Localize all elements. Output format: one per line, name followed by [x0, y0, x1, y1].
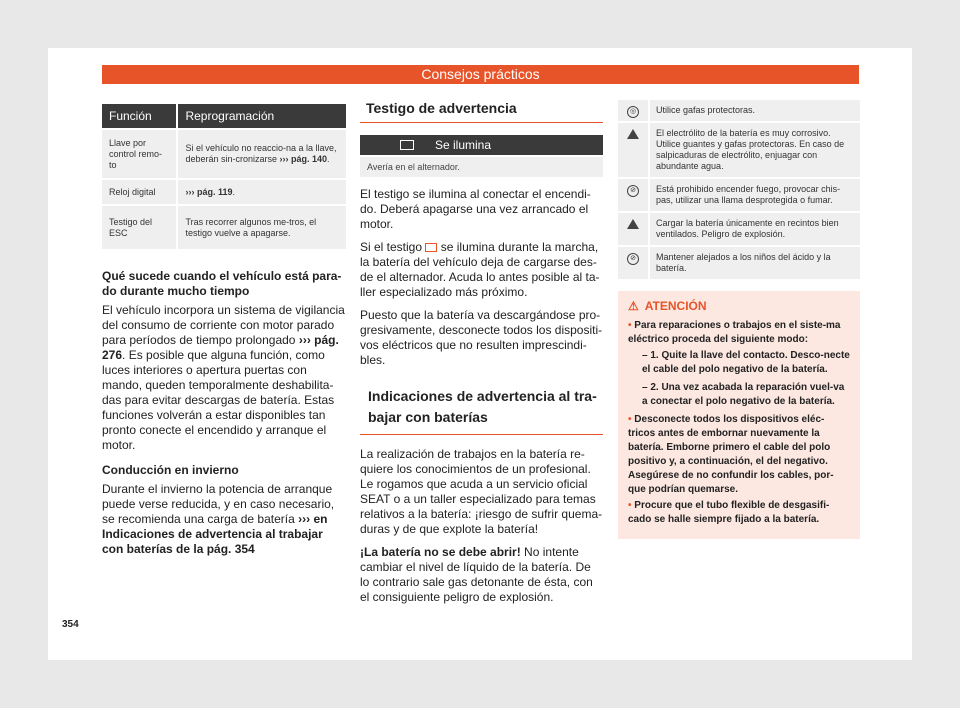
warning-item: • Para reparaciones o trabajos en el siste-ma eléctrico proceda del siguiente modo: [628, 320, 841, 345]
paragraph: El vehículo incorpora un sistema de vigilancia del consumo de corriente con motor parado para períodos de tiempo prolongado ››› pág. 276. Es posible que alguna función, como luces interiores o apertura puertas con mando, queden temporalmente deshabilita-das para evitar descargas de batería. Estas funciones volverán a estar disponibles tan pronto conecte el encendido y arranque el motor. [102, 303, 345, 452]
paragraph: ¡La batería no se debe abrir! No intente cambiar el nivel de líquido de la batería. De lo contrario sale gas detonante de ésta, con el consiguiente peligro de explosión. [360, 545, 593, 604]
page-number: 354 [62, 619, 79, 630]
paragraph: Si el testigo se ilumina durante la marcha, la batería del vehículo deja de cargarse des-de el alternador. Acuda lo antes posible al ta-ller especializado más próximo. [360, 240, 600, 299]
symbol-row: ◎ Utilice gafas protectoras. [618, 100, 860, 121]
warning-icon: ⚠ [628, 299, 639, 313]
paragraph: La realización de trabajos en la batería re-quiere los conocimientos de un profesional. Le rogamos que acuda a un servicio oficial SEAT o a un taller especializado para temas relativos a la batería: ¡riesgo de sufrir quema-duras y de que explote la batería! [360, 447, 603, 536]
goggles-icon: ◎ [627, 106, 639, 118]
symbol-row: ⊘ Está prohibido encender fuego, provocar chis-pas, utilizar una llama desprotegida o fumar. [618, 179, 860, 211]
battery-icon [425, 243, 437, 252]
warning-title: ⚠ ATENCIÓN [628, 299, 707, 313]
right-column [618, 100, 860, 539]
table-header: Reprogramación [177, 104, 346, 129]
symbol-row: El electrólito de la batería es muy corrosivo. Utilice guantes y gafas protectoras. En caso de salpicaduras de electrólito, enjuagar con abundante agua. [618, 123, 860, 177]
symbol-row: ⊘ Mantener alejados a los niños del ácido y la batería. [618, 247, 860, 279]
corrosive-icon [627, 129, 639, 139]
table-row [102, 205, 346, 249]
table-row [102, 129, 346, 179]
page-link[interactable]: ››› pág. 276 [102, 333, 339, 362]
section-heading: Indicaciones de advertencia al tra-bajar con baterías [360, 386, 603, 435]
paragraph: Puesto que la batería va descargándose pro-gresivamente, desconecte todos los dispositi-vos eléctricos que no resulten imprescindi-bles. [360, 308, 603, 367]
warning-item: • Desconecte todos los dispositivos eléc-tricos antes de embornar nuevamente la batería. Emborne primero el cable del polo positivo y, a continuación, el del negativo. Asegúrese de no confundir los cables, por-que podrían quemarse. [628, 414, 834, 495]
explosion-icon [627, 219, 639, 229]
table-cell: Testigo del ESC [102, 205, 177, 249]
table-cell: Si el vehículo no reaccio-na a la llave, deberán sin-cronizarse ››› pág. 140. [177, 129, 346, 179]
keep-children-away-icon: ⊘ [627, 253, 639, 265]
table-cell: Llave por control remo-to [102, 129, 177, 179]
battery-icon [400, 140, 414, 150]
heading-long-parking: Qué sucede cuando el vehículo está para-do durante mucho tiempo [102, 269, 342, 298]
page-link[interactable]: ››› en Indicaciones de advertencia al trabajar con baterías de la pág. 354 [102, 512, 328, 556]
page-title: Testigo de advertencia [360, 96, 603, 123]
lit-box-header [360, 135, 603, 155]
page-link[interactable]: ››› pág. 140 [279, 154, 328, 164]
lit-label: Se ilumina [435, 138, 492, 152]
no-fire-icon: ⊘ [627, 185, 639, 197]
middle-column [360, 96, 603, 611]
table-row [102, 179, 346, 205]
lit-box-body: Avería en el alternador. [360, 157, 603, 177]
symbol-row: Cargar la batería únicamente en recintos bien ventilados. Peligro de explosión. [618, 213, 860, 245]
warning-item: • Procure que el tubo flexible de desgasifi-cado se halle siempre fijado a la batería. [628, 500, 830, 525]
table-cell: Reloj digital [102, 179, 177, 205]
reprogramming-table [102, 104, 346, 249]
heading-winter: Conducción en invierno [102, 463, 239, 477]
table-cell: Tras recorrer algunos me-tros, el testigo vuelve a apagarse. [177, 205, 346, 249]
paragraph: Durante el invierno la potencia de arranque puede verse reducida, y en caso necesario, se recomienda una carga de batería ››› en Indicaciones de advertencia al trabajar con baterías de la pág. 354 [102, 482, 335, 556]
section-header: Consejos prácticos [102, 65, 859, 84]
page-link[interactable]: ››› pág. 119 [185, 186, 233, 197]
table-cell: ››› pág. 119. [177, 179, 346, 205]
warning-subitem: – 1. Quite la llave del contacto. Desco-necte el cable del polo negativo de la batería. [642, 350, 850, 375]
warning-box [618, 291, 860, 539]
warning-subitem: – 2. Una vez acabada la reparación vuel-va a conectar el polo negativo de la batería. [642, 382, 845, 407]
table-header: Función [102, 104, 177, 129]
paragraph: El testigo se ilumina al conectar el encendi-do. Deberá apagarse una vez arrancado el motor. [360, 187, 591, 231]
left-column [102, 104, 346, 563]
manual-page [48, 48, 912, 660]
